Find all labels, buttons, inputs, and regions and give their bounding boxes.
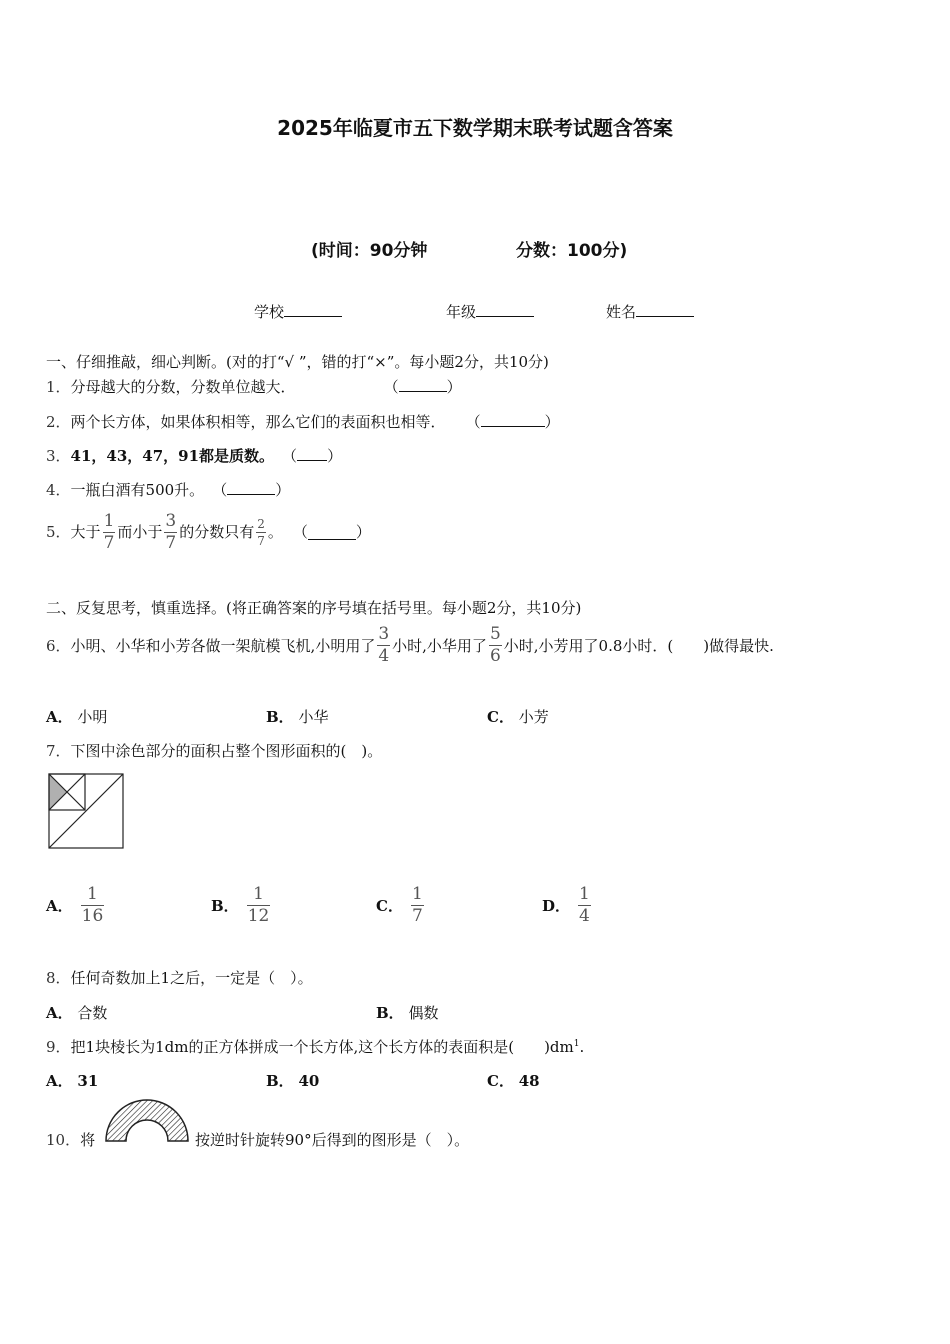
shaded-square-figure: [47, 772, 125, 850]
answer-blank-2[interactable]: [481, 412, 545, 427]
q9-option-c[interactable]: C． 48: [487, 1072, 540, 1090]
q7-option-b[interactable]: B． $\frac{1}{12}$: [211, 883, 270, 926]
question-6: 6． 小明、小华和小芳各做一架航模飞机,小明用了 $\frac{3}{4}$ 小时,小华用了 $\frac{5}{6}$ 小时,小芳用了0.8小时．( )做得最快.: [46, 623, 774, 666]
name-field: [606, 301, 694, 322]
q8-option-b[interactable]: B． 偶数: [376, 1004, 439, 1022]
section2-heading: 二、反复思考，慎重选择。(将正确答案的序号填在括号里。每小题2分，共10分): [46, 599, 582, 617]
answer-blank-5[interactable]: [308, 525, 356, 540]
name-blank[interactable]: [636, 302, 694, 317]
grade-blank[interactable]: [476, 302, 534, 317]
answer-blank-1[interactable]: [399, 377, 447, 392]
answer-blank-4[interactable]: [227, 480, 275, 495]
hatched-arch-figure: [104, 1098, 190, 1144]
question-10-end: 按逆时针旋转90°后得到的图形是（ ）。: [195, 1131, 470, 1149]
fraction-3-7: $\frac{3}{7}$: [165, 510, 177, 553]
question-3: 3．41，43，47，91都是质数。 （ ）: [46, 447, 343, 465]
q6-option-c[interactable]: C． 小芳: [487, 708, 549, 726]
answer-blank-3[interactable]: [297, 446, 327, 461]
school-blank[interactable]: [284, 302, 342, 317]
q7-option-d[interactable]: D． $\frac{1}{4}$: [542, 883, 590, 926]
fraction-5-6: $\frac{5}{6}$: [489, 623, 501, 666]
q7-option-c[interactable]: C． $\frac{1}{7}$: [376, 883, 423, 926]
q7-option-a[interactable]: A． $\frac{1}{16}$: [46, 883, 104, 926]
question-5: 5． 大于 $\frac{1}{7}$ 而小于 $\frac{3}{7}$ 的分数只有 $\frac{2}{7}$ 。 （ ）: [46, 510, 371, 553]
grade-field: [446, 301, 534, 322]
fraction-3-4: $\frac{3}{4}$: [378, 623, 390, 666]
school-field: [254, 301, 342, 322]
grade-label: 年级: [446, 303, 477, 321]
school-label: 学校: [254, 303, 285, 321]
name-label: 姓名: [606, 303, 637, 321]
shaded-triangle: [49, 774, 67, 810]
q6-option-b[interactable]: B． 小华: [266, 708, 329, 726]
section1-heading: 一、仔细推敲，细心判断。(对的打“√ ”，错的打“×”。每小题2分，共10分): [46, 353, 549, 371]
question-9: 9．把1块棱长为1dm的正方体拼成一个长方体,这个长方体的表面积是( )$dm^1$.: [46, 1038, 585, 1056]
question-10-start: 10．将: [46, 1131, 96, 1149]
q6-option-a[interactable]: A． 小明: [46, 708, 108, 726]
exam-time: (时间：90分钟: [311, 241, 428, 261]
question-1: 1．分母越大的分数，分数单位越大． （ ）: [46, 378, 462, 396]
question-7: 7．下图中涂色部分的面积占整个图形面积的( )。: [46, 742, 383, 760]
question-2: 2．两个长方体，如果体积相等，那么它们的表面积也相等． （ ）: [46, 413, 560, 431]
fraction-1-7: $\frac{1}{7}$: [103, 510, 115, 553]
fraction-2-7: $\frac{2}{7}$: [257, 516, 265, 548]
exam-score: 分数：100分): [516, 241, 628, 261]
page-title: 2025年临夏市五下数学期末联考试题含答案: [277, 116, 673, 140]
q8-option-a[interactable]: A． 合数: [46, 1004, 108, 1022]
q9-option-b[interactable]: B． 40: [266, 1072, 320, 1090]
q9-option-a[interactable]: A． 31: [46, 1072, 99, 1090]
question-8: 8．任何奇数加上1之后，一定是（ ）。: [46, 969, 313, 987]
question-4: 4．一瓶白酒有500升。 （ ）: [46, 481, 291, 499]
